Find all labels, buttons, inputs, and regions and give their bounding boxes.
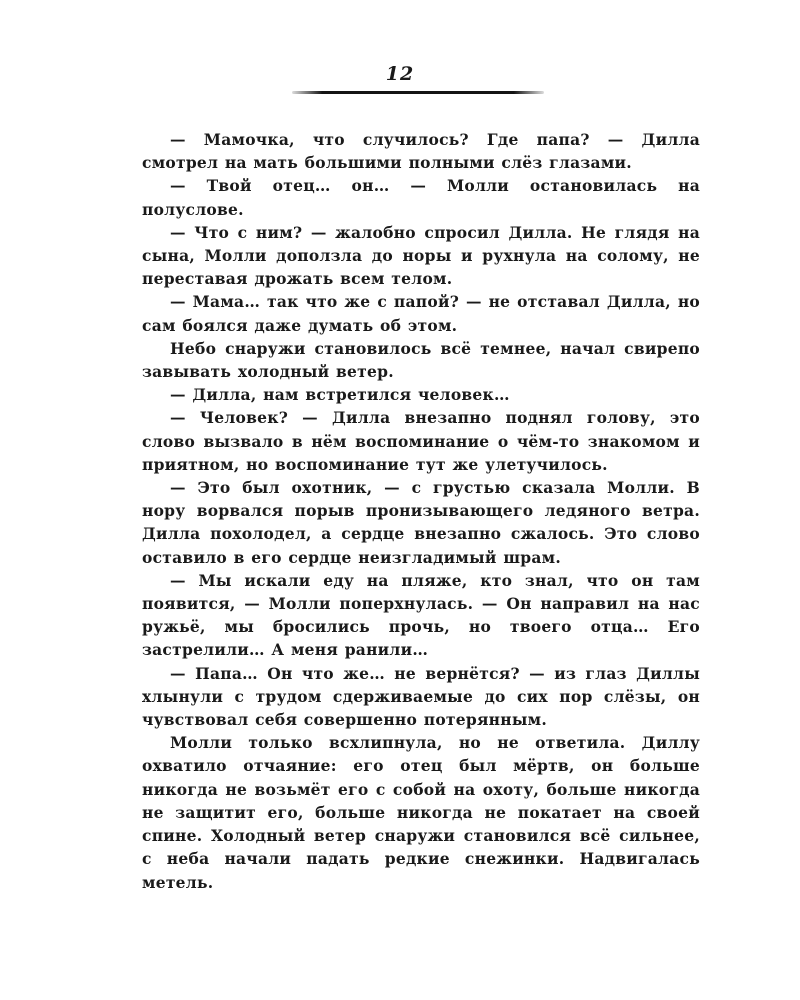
paragraph: — Дилла, нам встретился человек… (170, 385, 510, 405)
paragraph: Небо снаружи становилось всё темнее, начал свирепо завывать холодный ветер. (142, 338, 700, 382)
body-text (142, 128, 700, 894)
paragraph: — Это был охотник, — с грустью сказала Молли. В нору ворвался порыв пронизывающего ледяного ветра. Дилла похолодел, а сердце внезапно сжалось. Это слово оставило в его сердце неизгладимый шрам. (142, 478, 700, 567)
paragraph: — Твой отец… он… — Молли остановилась на полуслове. (142, 176, 700, 219)
paragraph: Молли только всхлипнула, но не ответила. Диллу охватило отчаяние: его отец был мёртв, он больше никогда не возьмёт его с собой на охоту, больше никогда не защитит его, больше никогда не покатает на своей спине. Холодный ветер снаружи становился всё сильнее, с неба начали падать редкие снежинки. Надвигалась метель. (142, 733, 700, 892)
paragraph: — Мамочка, что случилось? Где папа? — Дилла смотрел на мать большими полными слёз глазами. (142, 130, 700, 173)
paragraph: — Что с ним? — жалобно спросил Дилла. Не глядя на сына, Молли доползла до норы и рухнула на солому, не переставая дрожать всем телом. (142, 222, 700, 289)
page-number: 12 (385, 63, 415, 85)
header-rule (292, 91, 544, 94)
paragraph: — Мама… так что же с папой? — не отставал Дилла, но сам боялся даже думать об этом. (142, 292, 700, 335)
paragraph: — Папа… Он что же… не вернётся? — из глаз Диллы хлынули с трудом сдерживаемые до сих пор слёзы, он чувствовал себя совершенно потерянным. (142, 663, 700, 730)
paragraph: — Человек? — Дилла внезапно поднял голову, это слово вызвало в нём воспоминание о чём-то знакомом и приятном, но воспоминание тут же улетучилось. (142, 408, 700, 474)
paragraph: — Мы искали еду на пляже, кто знал, что он там появится, — Молли поперхнулась. — Он направил на нас ружьё, мы бросились прочь, но твоего отца… Его застрелили… А меня ранили… (142, 570, 700, 660)
